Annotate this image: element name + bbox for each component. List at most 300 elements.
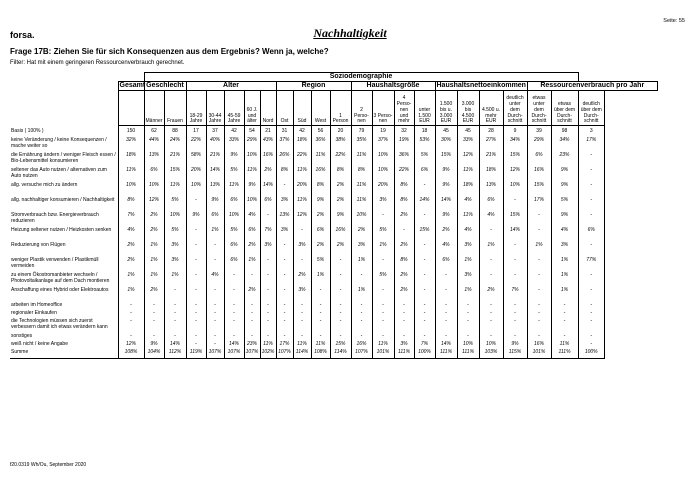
table-cell: 4% (479, 213, 503, 228)
table-cell: 11% (311, 153, 330, 168)
table-cell: - (503, 319, 527, 334)
table-cell: - (244, 334, 260, 342)
table-cell: - (224, 273, 244, 288)
table-cell: - (578, 168, 605, 183)
table-cell: - (311, 334, 330, 342)
table-cell: - (578, 303, 605, 311)
base-cell: 54 (244, 126, 260, 138)
group-header: Gesamt (119, 82, 146, 90)
table-cell: - (527, 258, 551, 273)
table-cell: 13% (479, 183, 503, 198)
corner-cell (10, 91, 118, 126)
base-cell: 42 (224, 126, 244, 138)
table-cell: 9% (435, 183, 457, 198)
row-label: Heizung seltener nutzen / Heizkosten senken (10, 228, 118, 243)
table-cell: - (311, 303, 330, 311)
row-label: Basis ( 100% ) (10, 126, 118, 138)
base-cell: 28 (479, 126, 503, 138)
base-cell: 42 (293, 126, 311, 138)
table-cell: 114% (330, 350, 351, 359)
table-cell: 16% (260, 153, 276, 168)
table-cell: 12% (144, 198, 164, 213)
row-label: die Ernährung ändern / weniger Fleisch essen / Bio-Lebensmittel konsumieren (10, 153, 118, 168)
table-cell: 33% (224, 138, 244, 153)
table-cell: 107% (276, 350, 293, 359)
table-cell: - (351, 334, 372, 342)
table-cell: - (164, 311, 186, 319)
table-cell: - (351, 319, 372, 334)
table-cell: - (260, 311, 276, 319)
base-cell: 45 (435, 126, 457, 138)
table-cell: 11% (551, 342, 578, 350)
group-header: Region (276, 82, 351, 91)
table-cell: 14% (503, 228, 527, 243)
row-label: allg. nachhaltiger konsumieren / Nachhaltigkeit (10, 198, 118, 213)
table-cell: 40% (206, 138, 224, 153)
column-header: etwas über dem Durch-schnitt (551, 91, 578, 126)
table-cell: 8% (276, 168, 293, 183)
table-row (10, 258, 658, 273)
table-row (10, 228, 658, 243)
table-cell: 36% (311, 138, 330, 153)
base-cell: 31 (276, 126, 293, 138)
table-cell: 6% (414, 168, 435, 183)
base-cell: 62 (144, 126, 164, 138)
table-cell: 1% (457, 258, 479, 273)
table-cell: - (435, 334, 457, 342)
base-cell: 98 (551, 126, 578, 138)
group-header: Alter (186, 82, 276, 91)
table-cell: - (503, 198, 527, 213)
table-cell: - (206, 319, 224, 334)
table-cell: - (244, 273, 260, 288)
table-cell: 11% (311, 342, 330, 350)
table-cell: - (206, 311, 224, 319)
table-cell: 6% (224, 258, 244, 273)
table-cell: 9% (206, 198, 224, 213)
table-cell: 3% (276, 228, 293, 243)
table-cell: - (503, 334, 527, 342)
table-cell: 34% (503, 138, 527, 153)
table-cell: 11% (457, 213, 479, 228)
table-cell: 2% (144, 213, 164, 228)
table-cell: - (186, 198, 206, 213)
table-cell: 18% (118, 153, 144, 168)
table-cell: 1% (351, 288, 372, 303)
table-cell: - (206, 258, 224, 273)
table-cell: 2% (311, 243, 330, 258)
table-cell: 5% (414, 153, 435, 168)
table-cell: - (276, 319, 293, 334)
table-cell: 29% (527, 138, 551, 153)
filter-text: Filter: Hat mit einem geringeren Ressourcenverbrauch gerechnet. (10, 60, 185, 66)
table-cell: 104% (144, 350, 164, 359)
table-cell: 2% (394, 213, 414, 228)
table-cell: - (164, 303, 186, 311)
table-cell: 58% (186, 153, 206, 168)
table-cell: - (457, 303, 479, 311)
table-cell: 34% (551, 138, 578, 153)
table-cell: - (414, 319, 435, 334)
table-cell: 1% (372, 243, 394, 258)
table-cell: 5% (224, 168, 244, 183)
table-cell: - (260, 303, 276, 311)
question-text: Frage 17B: Ziehen Sie für sich Konsequenzen aus dem Ergebnis? Wenn ja, welche? (10, 47, 329, 56)
table-cell: 12% (503, 168, 527, 183)
table-cell: 4% (244, 213, 260, 228)
table-cell: - (414, 303, 435, 311)
table-row (10, 319, 658, 334)
table-cell: 108% (118, 350, 144, 359)
table-cell: - (293, 228, 311, 243)
table-row (10, 153, 658, 168)
table-cell: 15% (330, 342, 351, 350)
table-cell: 4% (457, 228, 479, 243)
table-cell: - (578, 183, 605, 198)
table-cell: - (457, 334, 479, 342)
table-cell: 30% (435, 138, 457, 153)
table-cell: 111% (435, 350, 457, 359)
table-cell: - (414, 273, 435, 288)
table-cell: - (118, 311, 144, 319)
table-cell: 9% (224, 153, 244, 168)
table-cell: 17% (527, 198, 551, 213)
column-header: 60 J. und älter (244, 91, 260, 126)
table-cell: - (330, 319, 351, 334)
table-cell: - (330, 258, 351, 273)
table-cell: 21% (206, 153, 224, 168)
table-cell: 1% (479, 243, 503, 258)
table-row (10, 138, 658, 153)
column-header: 18-29 Jahre (186, 91, 206, 126)
column-header: Süd (293, 91, 311, 126)
row-label: regionaler Einkaufen (10, 311, 118, 319)
table-cell: 14% (224, 342, 244, 350)
table-cell: 7% (118, 213, 144, 228)
table-cell: 14% (435, 198, 457, 213)
table-cell: - (144, 334, 164, 342)
table-cell: - (224, 311, 244, 319)
table-cell: 14% (435, 342, 457, 350)
base-cell: 17 (186, 126, 206, 138)
table-cell: 15% (414, 228, 435, 243)
table-cell: 1% (164, 273, 186, 288)
table-cell: 14% (414, 198, 435, 213)
row-label: keine Veränderung / keine Konsequenzen / mache weiter so (10, 138, 118, 153)
table-cell: - (260, 273, 276, 288)
table-cell: - (276, 183, 293, 198)
table-cell: 12% (293, 213, 311, 228)
table-cell: 26% (276, 153, 293, 168)
table-cell: 5% (372, 273, 394, 288)
table-cell: 3% (457, 243, 479, 258)
table-cell: - (164, 288, 186, 303)
table-cell: 4% (206, 273, 224, 288)
column-header: 4 Perso-nen und mehr (394, 91, 414, 126)
table-cell: 8% (394, 198, 414, 213)
table-cell: 15% (527, 183, 551, 198)
table-cell: - (527, 273, 551, 288)
table-cell: - (394, 319, 414, 334)
table-cell: 102% (260, 350, 276, 359)
table-cell: - (144, 311, 164, 319)
table-cell: 14% (206, 168, 224, 183)
group-header: Geschlecht (144, 82, 186, 91)
table-row (10, 198, 658, 213)
table-cell: 27% (479, 138, 503, 153)
table-cell: 12% (118, 342, 144, 350)
table-row (10, 213, 658, 228)
table-cell: 9% (144, 342, 164, 350)
table-cell: 3% (394, 342, 414, 350)
table-cell: - (186, 258, 206, 273)
column-header: deutlich unter dem Durch-schnitt (503, 91, 527, 126)
table-cell: - (503, 311, 527, 319)
table-cell: - (144, 319, 164, 334)
base-cell: 3 (578, 126, 605, 138)
table-cell: 3% (293, 288, 311, 303)
table-cell: - (551, 311, 578, 319)
table-cell: 20% (186, 168, 206, 183)
table-cell: 5% (551, 198, 578, 213)
table-cell: - (372, 319, 394, 334)
table-cell: 37% (276, 138, 293, 153)
table-cell: 2% (144, 288, 164, 303)
table-cell: 107% (206, 350, 224, 359)
table-cell: 11% (293, 198, 311, 213)
group-header: Ressourcenverbrauch pro Jahr (527, 82, 658, 91)
table-cell: 21% (479, 153, 503, 168)
table-cell: - (260, 288, 276, 303)
table-cell: - (372, 303, 394, 311)
table-cell: 1% (118, 273, 144, 288)
table-cell: 17% (578, 138, 605, 153)
table-cell: 2% (118, 258, 144, 273)
row-label: zu einem Ökostromanbieter wechseln / Photovoltaikanlage auf dem Dach montieren (10, 273, 118, 288)
table-cell: 11% (351, 198, 372, 213)
row-label: Stromverbrauch bzw. Energieverbrauch reduzieren (10, 213, 118, 228)
table-cell: - (293, 303, 311, 311)
table-cell: 114% (293, 350, 311, 359)
table-cell: - (118, 319, 144, 334)
base-cell: 18 (414, 126, 435, 138)
table-cell: - (503, 273, 527, 288)
table-cell: 5% (372, 228, 394, 243)
base-cell: 20 (330, 126, 351, 138)
table-cell: - (372, 334, 394, 342)
table-cell: 6% (144, 168, 164, 183)
table-cell: - (206, 334, 224, 342)
table-cell: 8% (118, 198, 144, 213)
group-header: Haushaltsnettoeinkommen (436, 82, 526, 90)
table-row (10, 303, 658, 311)
table-cell: 3% (372, 198, 394, 213)
table-cell: 9% (311, 198, 330, 213)
table-cell: - (394, 311, 414, 319)
table-cell: 43% (260, 138, 276, 153)
row-label: sonstiges (10, 334, 118, 342)
brand-logo-text: forsa. (10, 30, 35, 40)
table-cell: 15% (164, 168, 186, 183)
table-cell: 2% (330, 243, 351, 258)
table-cell: 5% (224, 228, 244, 243)
table-cell: 24% (164, 138, 186, 153)
table-cell: 11% (351, 183, 372, 198)
table-cell: - (372, 288, 394, 303)
table-cell: 8% (351, 168, 372, 183)
page-number: Seite: 55 (663, 18, 685, 24)
table-cell: - (330, 288, 351, 303)
table-cell: 101% (527, 350, 551, 359)
column-header (118, 91, 144, 126)
table-cell: 16% (330, 228, 351, 243)
table-cell: 14% (260, 183, 276, 198)
table-cell: 6% (224, 243, 244, 258)
table-cell: 36% (394, 153, 414, 168)
table-cell: 19% (394, 138, 414, 153)
table-cell: - (578, 243, 605, 258)
table-cell: - (244, 303, 260, 311)
table-cell: 10% (186, 183, 206, 198)
table-cell: 1% (551, 288, 578, 303)
table-cell: 11% (224, 183, 244, 198)
table-cell: - (527, 213, 551, 228)
table-cell: - (186, 228, 206, 243)
table-cell: 14% (164, 342, 186, 350)
table-cell: 10% (164, 213, 186, 228)
table-cell: - (435, 273, 457, 288)
table-cell: 13% (276, 213, 293, 228)
table-cell: - (276, 303, 293, 311)
table-cell: - (186, 319, 206, 334)
table-cell: - (186, 273, 206, 288)
table-cell: 6% (260, 198, 276, 213)
table-cell: 2% (311, 213, 330, 228)
table-cell: 103% (479, 350, 503, 359)
table-cell: 5% (164, 198, 186, 213)
base-cell: 37 (206, 126, 224, 138)
table-cell: 15% (503, 153, 527, 168)
column-header: West (311, 91, 330, 126)
corner-cell (10, 73, 118, 82)
table-cell: - (479, 334, 503, 342)
table-cell: 11% (457, 168, 479, 183)
table-cell: - (578, 319, 605, 334)
table-cell: 2% (330, 183, 351, 198)
table-cell: - (293, 319, 311, 334)
table-cell: - (479, 319, 503, 334)
table-cell: 3% (457, 273, 479, 288)
table-cell: 10% (244, 153, 260, 168)
table-cell: - (206, 342, 224, 350)
table-cell: 10% (503, 183, 527, 198)
column-header-row (10, 91, 658, 126)
table-cell: - (414, 213, 435, 228)
table-cell: - (527, 334, 551, 342)
table-cell: 8% (394, 183, 414, 198)
table-cell: - (435, 303, 457, 311)
table-cell: - (186, 243, 206, 258)
table-cell: 21% (164, 153, 186, 168)
table-cell: 20% (372, 183, 394, 198)
table-cell: 4% (435, 243, 457, 258)
table-cell: - (527, 288, 551, 303)
table-cell: - (118, 303, 144, 311)
row-label: Anschaffung eines Hybrid oder Elektroautos (10, 288, 118, 303)
table-cell: - (551, 334, 578, 342)
table-cell: - (551, 303, 578, 311)
table-cell: - (351, 311, 372, 319)
table-cell: - (578, 273, 605, 288)
table-cell: - (479, 273, 503, 288)
row-label: Reduzierung von Flügen (10, 243, 118, 258)
table-cell: 18% (457, 183, 479, 198)
table-cell: - (578, 342, 605, 350)
table-cell: 22% (394, 168, 414, 183)
table-cell: 13% (206, 183, 224, 198)
table-cell: 35% (351, 138, 372, 153)
table-cell: 1% (351, 258, 372, 273)
base-cell: 21 (260, 126, 276, 138)
table-cell: 18% (293, 138, 311, 153)
table-cell: - (372, 258, 394, 273)
column-header: deutlich über dem Durch-schnitt (578, 91, 605, 126)
table-cell: 33% (457, 138, 479, 153)
table-cell: - (503, 303, 527, 311)
table-cell: - (186, 334, 206, 342)
table-cell: 2% (144, 228, 164, 243)
table-cell: 1% (551, 258, 578, 273)
column-header: 30-44 Jahre (206, 91, 224, 126)
table-cell: 10% (351, 213, 372, 228)
table-cell: 9% (244, 183, 260, 198)
column-header: etwas unter dem Durch-schnitt (527, 91, 551, 126)
table-cell: - (372, 311, 394, 319)
table-cell: 108% (311, 350, 330, 359)
table-cell: 37% (372, 138, 394, 153)
table-cell: 1% (244, 258, 260, 273)
table-cell: 9% (551, 183, 578, 198)
table-cell: - (293, 258, 311, 273)
table-cell: 22% (186, 138, 206, 153)
corner-cell (10, 82, 118, 91)
table-cell: 6% (224, 198, 244, 213)
table-cell: 1% (118, 288, 144, 303)
table-cell: 11% (372, 342, 394, 350)
table-cell: 11% (293, 168, 311, 183)
table-cell: - (435, 319, 457, 334)
table-cell: 107% (224, 350, 244, 359)
table-cell: - (260, 334, 276, 342)
table-cell: - (394, 303, 414, 311)
table-cell: - (293, 334, 311, 342)
footer-note: f20.0319 Wh/Ou, September 2020 (10, 462, 87, 468)
table-cell: 16% (527, 342, 551, 350)
table-cell: - (578, 288, 605, 303)
column-header: 2 Perso-nen (351, 91, 372, 126)
table-cell: 10% (244, 198, 260, 213)
results-table (10, 72, 658, 359)
column-header: Frauen (164, 91, 186, 126)
table-cell: 111% (394, 350, 414, 359)
table-cell: 5% (311, 258, 330, 273)
table-row (10, 273, 658, 288)
table-cell: - (276, 243, 293, 258)
table-cell: - (260, 319, 276, 334)
table-cell: 22% (293, 153, 311, 168)
table-cell: 23% (551, 153, 578, 168)
table-cell: 8% (311, 183, 330, 198)
